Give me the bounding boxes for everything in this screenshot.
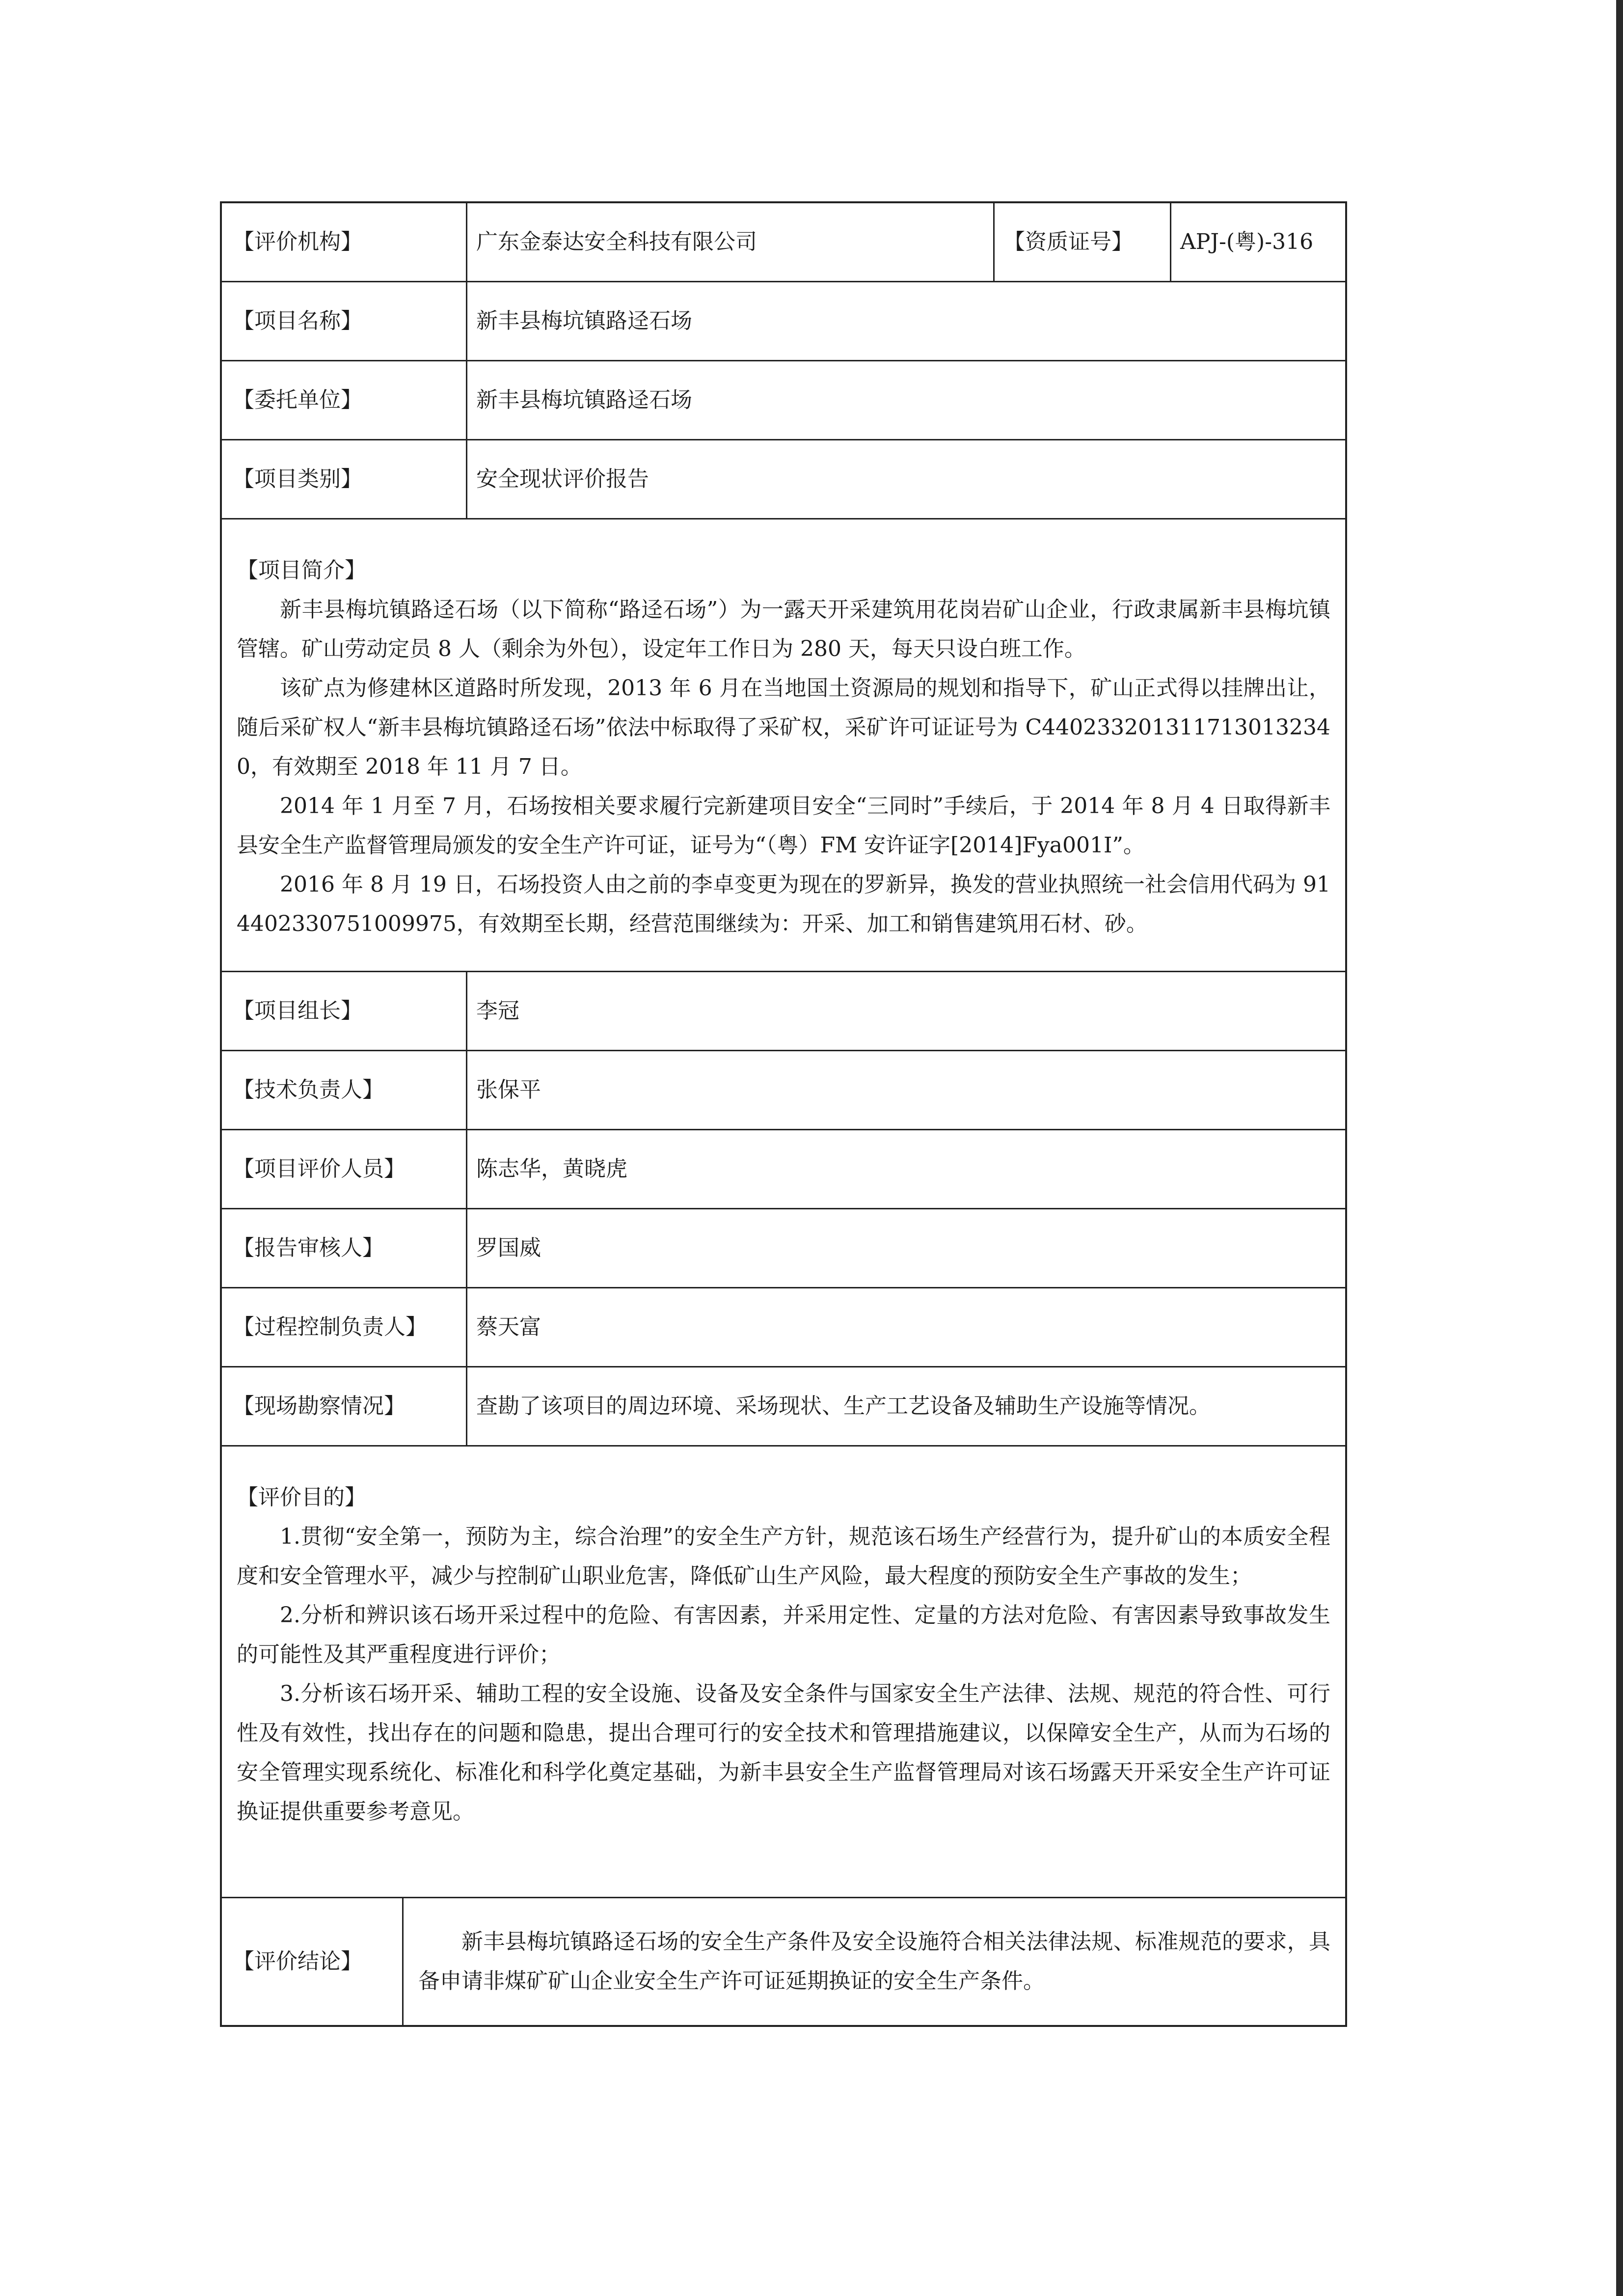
- intro-paragraph: 新丰县梅坑镇路迳石场（以下简称“路迳石场”）为一露天开采建筑用花岗岩矿山企业，行政隶属新丰县梅坑镇管辖。矿山劳动定员 8 人（剩余为外包），设定年工作日为 280 天，每天只设白班工作。: [237, 597, 1330, 661]
- evaluation-form: [220, 201, 1347, 2027]
- project-name-label: 【项目名称】: [222, 282, 467, 360]
- conclusion-value: 新丰县梅坑镇路迳石场的安全生产条件及安全设施符合相关法律法规、标准规范的要求，具备申请非煤矿矿山企业安全生产许可证延期换证的安全生产条件。: [418, 1929, 1330, 1994]
- org-value: 广东金泰达安全科技有限公司: [467, 203, 995, 281]
- process-label: 【过程控制负责人】: [222, 1288, 467, 1366]
- cert-label: 【资质证号】: [995, 203, 1171, 281]
- intro-block: [222, 519, 1345, 971]
- purpose-block: [222, 1447, 1345, 1897]
- reviewer-value: 罗国威: [476, 1235, 541, 1260]
- tech-value: 张保平: [476, 1077, 541, 1102]
- conclusion-row: [222, 1898, 1345, 2025]
- process-row: [222, 1288, 1345, 1367]
- evaluators-label: 【项目评价人员】: [222, 1130, 467, 1208]
- project-name-row: [222, 282, 1345, 361]
- client-label: 【委托单位】: [222, 361, 467, 439]
- org-row: [222, 203, 1345, 282]
- survey-label: 【现场勘察情况】: [222, 1367, 467, 1445]
- purpose-paragraph: 1.贯彻“安全第一，预防为主，综合治理”的安全生产方针，规范该石场生产经营行为，提升矿山的本质安全程度和安全管理水平，减少与控制矿山职业危害，降低矿山生产风险，最大程度的预防安全生产事故的发生；: [237, 1524, 1330, 1588]
- leader-label: 【项目组长】: [222, 972, 467, 1050]
- evaluators-value: 陈志华，黄晓虎: [476, 1156, 627, 1181]
- intro-row: [222, 519, 1345, 972]
- tech-label: 【技术负责人】: [222, 1051, 467, 1129]
- client-value: 新丰县梅坑镇路迳石场: [476, 387, 692, 412]
- reviewer-row: [222, 1209, 1345, 1288]
- intro-paragraph: 该矿点为修建林区道路时所发现，2013 年 6 月在当地国土资源局的规划和指导下，矿山正式得以挂牌出让，随后采矿权人“新丰县梅坑镇路迳石场”依法中标取得了采矿权，采矿许可证证号为 C4402332013117130132340，有效期至 2018 年 11 月 7 日。: [237, 676, 1330, 779]
- client-row: [222, 361, 1345, 440]
- purpose-row: [222, 1447, 1345, 1898]
- category-row: [222, 440, 1345, 519]
- purpose-paragraph: 2.分析和辨识该石场开采过程中的危险、有害因素，并采用定性、定量的方法对危险、有害因素导致事故发生的可能性及其严重程度进行评价；: [237, 1603, 1330, 1667]
- project-name-value: 新丰县梅坑镇路迳石场: [476, 308, 692, 333]
- purpose-paragraph: 3.分析该石场开采、辅助工程的安全设施、设备及安全条件与国家安全生产法律、法规、规范的符合性、可行性及有效性，找出存在的问题和隐患，提出合理可行的安全技术和管理措施建议，以保障安全生产，从而为石场的安全管理实现系统化、标准化和科学化奠定基础，为新丰县安全生产监督管理局对该石场露天开采安全生产许可证换证提供重要参考意见。: [237, 1681, 1330, 1824]
- process-value: 蔡天富: [476, 1314, 541, 1339]
- intro-paragraph: 2014 年 1 月至 7 月，石场按相关要求履行完新建项目安全“三同时”手续后，于 2014 年 8 月 4 日取得新丰县安全生产监督管理局颁发的安全生产许可证，证号为“（粤）FM 安许证字[2014]Fya001I”。: [237, 793, 1330, 858]
- org-label: 【评价机构】: [222, 203, 467, 281]
- leader-value: 李冠: [476, 998, 519, 1023]
- reviewer-label: 【报告审核人】: [222, 1209, 467, 1287]
- category-value: 安全现状评价报告: [476, 466, 649, 492]
- evaluators-row: [222, 1130, 1345, 1209]
- conclusion-label: 【评价结论】: [222, 1898, 404, 2025]
- intro-paragraph: 2016 年 8 月 19 日，石场投资人由之前的李卓变更为现在的罗新异，换发的营业执照统一社会信用代码为 914402330751009975，有效期至长期，经营范围继续为：开采、加工和销售建筑用石材、砂。: [237, 872, 1330, 936]
- survey-row: [222, 1367, 1345, 1447]
- category-label: 【项目类别】: [222, 440, 467, 518]
- leader-row: [222, 972, 1345, 1051]
- cert-value: APJ-(粤)-316: [1180, 229, 1314, 254]
- intro-label: 【项目简介】: [237, 558, 366, 583]
- survey-value: 查勘了该项目的周边环境、采场现状、生产工艺设备及辅助生产设施等情况。: [476, 1394, 1211, 1419]
- purpose-label: 【评价目的】: [237, 1485, 366, 1510]
- tech-row: [222, 1051, 1345, 1130]
- scan-edge: [1616, 0, 1623, 2296]
